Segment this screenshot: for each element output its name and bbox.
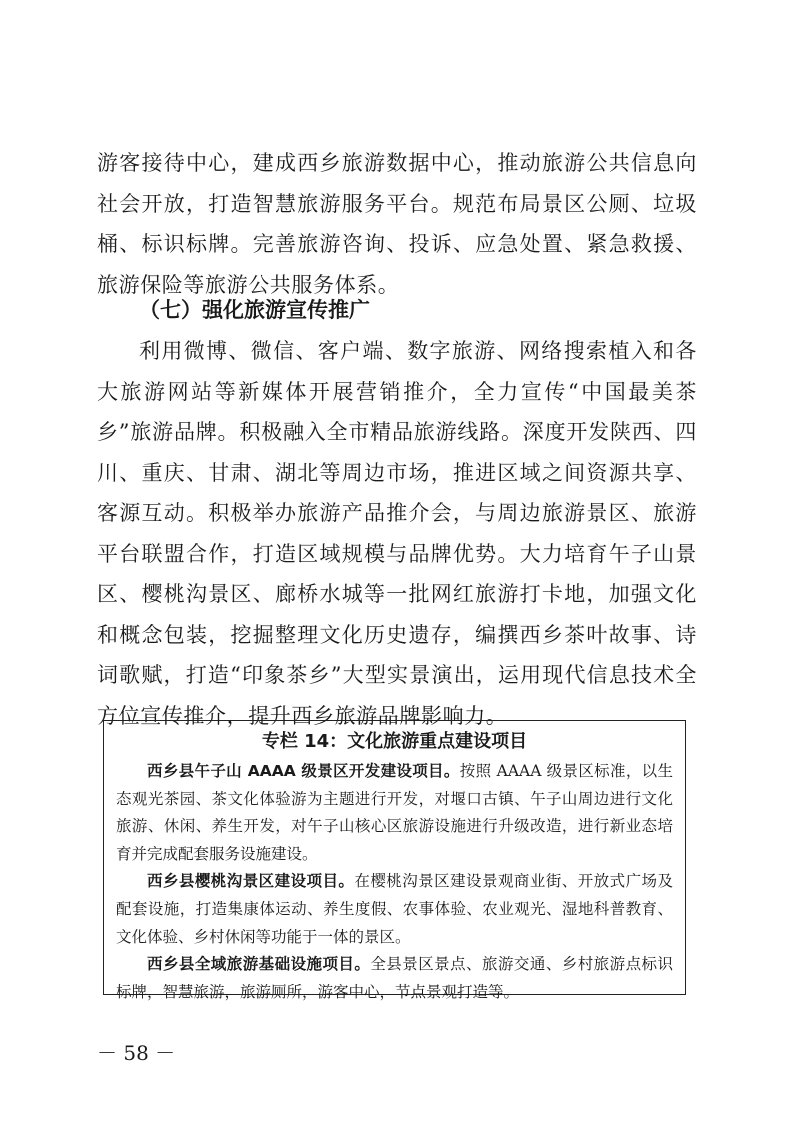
project-item-lead: 西乡县全域旅游基础设施项目。 — [147, 955, 371, 974]
project-item-text: 在樱桃沟景区建设景观商业街、开放式广场及配套设施，打造集康体运动、养生度假、农事体验、农业观光、湿地科普教育、文化体验、乡村休闲等功能于一体的景区。 — [116, 872, 673, 946]
project-item-lead: 西乡县樱桃沟景区建设项目。 — [147, 872, 355, 891]
project-column-box — [103, 720, 686, 1001]
project-item — [116, 758, 673, 868]
paragraph-tourism-services: 游客接待中心，建成西乡旅游数据中心，推动旅游公共信息向社会开放，打造智慧旅游服务平台。规范布局景区公厕、垃圾桶、标识标牌。完善旅游咨询、投诉、应急处置、紧急救援、旅游保险等旅游公共服务体系。 — [97, 151, 697, 297]
section-heading: （七）强化旅游宣传推广 — [139, 298, 370, 322]
project-item-lead: 西乡县午子山 AAAA 级景区开发建设项目。 — [147, 762, 460, 780]
project-item — [116, 951, 673, 1006]
paragraph-tourism-promotion: 利用微博、微信、客户端、数字旅游、网络搜索植入和各大旅游网站等新媒体开展营销推介，全力宣传“中国最美茶乡”旅游品牌。积极融入全市精品旅游线路。深度开发陕西、四川、重庆、甘肃、湖北等周边市场，推进区域之间资源共享、客源互动。积极举办旅游产品推介会，与周边旅游景区、旅游平台联盟合作，打造区域规模与品牌优势。大力培育午子山景区、樱桃沟景区、廊桥水城等一批网红旅游打卡地，加强文化和概念包装，挖掘整理文化历史遗存，编撰西乡茶叶故事、诗词歌赋，打造“印象茶乡”大型实景演出，运用现代信息技术全方位宣传推介，提升西乡旅游品牌影响力。 — [97, 339, 697, 728]
box-title: 专栏 14：文化旅游重点建设项目 — [261, 731, 528, 752]
page-number: － 58 － — [97, 1041, 176, 1065]
project-item-text: 按照 AAAA 级景区标准，以生态观光茶园、茶文化体验游为主题进行开发，对堰口古镇、午子山周边进行文化旅游、休闲、养生开发，对午子山核心区旅游设施进行升级改造，进行新业态培育并完成配套服务设施建设。 — [116, 762, 673, 863]
project-item — [116, 868, 673, 951]
project-item-text: 全县景区景点、旅游交通、乡村旅游点标识标牌，智慧旅游，旅游厕所，游客中心，节点景观打造等。 — [116, 955, 673, 1001]
